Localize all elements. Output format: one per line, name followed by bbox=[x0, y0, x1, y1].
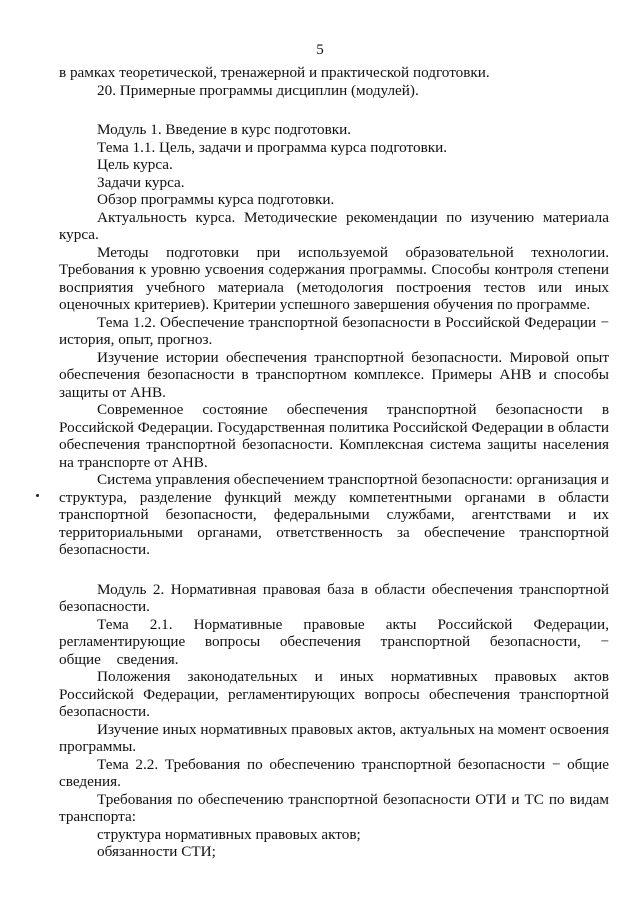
paragraph-management-system: Система управления обеспечением транспортной безопасности: организация и структура, разделение функций между компетентными органами в области транспортной безопасности, федеральными службами, агентствами и их территориальными органами, ответственность за обеспечение транспортной безопасности. bbox=[59, 471, 609, 558]
paragraph-training-methods: Методы подготовки при используемой образовательной технологии. Требования к уровню усвоения содержания программы. Способы контроля степени восприятия учебного материала (методология построения тестов или иных оценочных критериев). Критерии успешного завершения обучения по программе. bbox=[59, 243, 609, 313]
paragraph-history-study: Изучение истории обеспечения транспортной безопасности. Мировой опыт обеспечения безопасности в транспортном комплексе. Примеры АНВ и способы защиты от АНВ. bbox=[59, 348, 609, 401]
document-body bbox=[59, 64, 609, 861]
spacer bbox=[59, 559, 609, 581]
list-item-sti-duties: обязанности СТИ; bbox=[97, 843, 216, 860]
paragraph-legislative-provisions: Положения законодательных и иных нормативных правовых актов Российской Федерации, регламентирующих вопросы обеспечения транспортной безопасности. bbox=[59, 668, 609, 720]
paragraph-current-state: Современное состояние обеспечения транспортной безопасности в Российской Федерации. Государственная политика Российской Федерации в области обеспечения транспортной безопасности. Комплексная система защиты населения на транспорте от АНВ. bbox=[59, 401, 609, 471]
paragraph-course-relevance: Актуальность курса. Методические рекомендации по изучению материала курса. bbox=[59, 208, 609, 243]
paragraph-training-scope: в рамках теоретической, тренажерной и практической подготовки. bbox=[59, 64, 490, 81]
list-item-acts-structure: структура нормативных правовых актов; bbox=[97, 825, 361, 843]
module-2-heading: Модуль 2. Нормативная правовая база в области обеспечения транспортной безопасности. bbox=[59, 580, 609, 615]
scan-speck bbox=[36, 494, 39, 497]
paragraph-requirements-by-transport: Требования по обеспечению транспортной безопасности ОТИ и ТС по видам транспорта: bbox=[59, 790, 609, 825]
paragraph-course-tasks: Задачи курса. bbox=[97, 173, 185, 191]
paragraph-course-goal: Цель курса. bbox=[97, 156, 173, 173]
topic-1-2-heading: Тема 1.2. Обеспечение транспортной безопасности в Российской Федерации − история, опыт, прогноз. bbox=[59, 313, 609, 348]
topic-2-1-heading: Тема 2.1. Нормативные правовые акты Российской Федерации, регламентирующие вопросы обеспечения транспортной безопасности, − общие сведения. bbox=[59, 615, 609, 668]
topic-2-2-heading: Тема 2.2. Требования по обеспечению транспортной безопасности − общие сведения. bbox=[59, 755, 609, 790]
page-number: 5 bbox=[316, 42, 324, 58]
spacer bbox=[59, 99, 609, 121]
topic-1-1-heading: Тема 1.1. Цель, задачи и программа курса подготовки. bbox=[97, 138, 448, 156]
paragraph-section-20: 20. Примерные программы дисциплин (модулей). bbox=[97, 81, 419, 99]
paragraph-program-overview: Обзор программы курса подготовки. bbox=[97, 191, 335, 208]
paragraph-other-acts: Изучение иных нормативных правовых актов, актуальных на момент освоения программы. bbox=[59, 720, 609, 755]
module-1-heading: Модуль 1. Введение в курс подготовки. bbox=[97, 121, 352, 138]
